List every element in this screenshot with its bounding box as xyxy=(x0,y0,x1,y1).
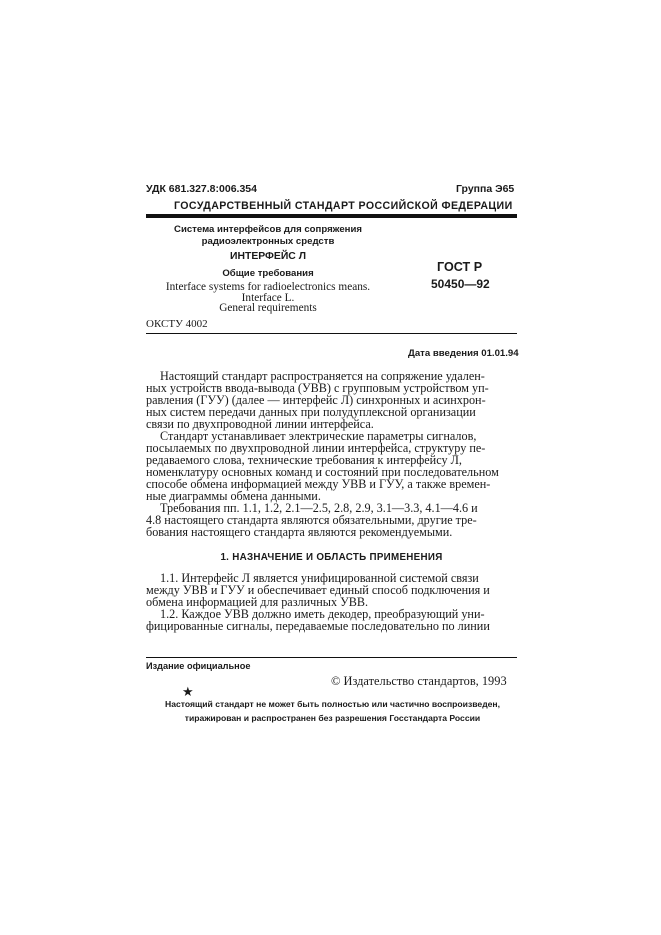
text-line: Требования пп. 1.1, 1.2, 2.1—2.5, 2.8, 2.9, 3.1—3.3, 4.1—4.6 и xyxy=(160,501,478,515)
text-line: номенклатуру основных команд и состояний при последовательном xyxy=(146,464,499,479)
english-title-line2: Interface L. xyxy=(241,292,295,304)
text-line: ные диаграммы обмена данными. xyxy=(146,488,321,503)
text-line: ных систем передачи данных при полудуплексной организации xyxy=(146,404,476,419)
paragraph-1-2 xyxy=(146,609,517,633)
star-icon: ★ xyxy=(182,684,194,699)
paragraph-scope xyxy=(146,371,517,431)
federation-title: ГОСУДАРСТВЕННЫЙ СТАНДАРТ РОССИЙСКОЙ ФЕДЕРАЦИИ xyxy=(174,200,513,212)
text-line: 1.1. Интерфейс Л является унифицированной системой связи xyxy=(160,571,479,585)
text-line: посылаемых по двухпроводной линии интерфейса, структуру пе- xyxy=(146,440,486,455)
footer-rule xyxy=(146,657,517,658)
text-line: равления (ГУУ) (далее — интерфейс Л) синхронных и асинхрон- xyxy=(146,392,486,407)
paragraph-establishes xyxy=(146,431,517,502)
paragraph-requirements xyxy=(146,503,517,539)
text-line: Настоящий стандарт распространяется на сопряжение удален- xyxy=(160,369,485,383)
group-code: Группа Э65 xyxy=(456,183,515,195)
text-line: 1.2. Каждое УВВ должно иметь декодер, преобразующий уни- xyxy=(160,607,485,621)
section-heading: 1. НАЗНАЧЕНИЕ И ОБЛАСТЬ ПРИМЕНЕНИЯ xyxy=(220,552,443,563)
english-title-line1: Interface systems for radioelectronics means. xyxy=(165,281,371,293)
header-thick-rule xyxy=(146,214,517,218)
text-line: между УВВ и ГУУ и обеспечивает единый способ подключения и xyxy=(146,582,490,597)
text-line: 4.8 настоящего стандарта являются обязательными, другие тре- xyxy=(146,512,477,527)
standard-name: ИНТЕРФЕЙС Л xyxy=(230,251,306,262)
copyright: © Издательство стандартов, 1993 xyxy=(331,674,507,688)
text-line: фицированные сигналы, передаваемые последовательно по линии xyxy=(146,618,490,633)
gost-number: 50450—92 xyxy=(431,277,490,291)
reproduction-notice-line1: Настоящий стандарт не может быть полностью или частично воспроизведен, xyxy=(164,699,501,709)
text-line: ных устройств ввода-вывода (УВВ) с групповым устройством уп- xyxy=(146,380,489,395)
gost-label: ГОСТ Р xyxy=(437,260,483,274)
effective-date: Дата введения 01.01.94 xyxy=(408,348,519,359)
text-line: редаваемого слова, технические требования к интерфейсу Л, xyxy=(146,452,462,467)
standard-system-line1: Система интерфейсов для сопряжения xyxy=(174,224,362,235)
paragraph-1-1 xyxy=(146,573,517,609)
standard-system-line2: радиоэлектронных средств xyxy=(201,236,335,247)
okstu-code: ОКСТУ 4002 xyxy=(146,318,208,330)
reproduction-notice-line2: тиражирован и распространен без разрешения Госстандарта России xyxy=(184,713,481,723)
english-title-line3: General requirements xyxy=(219,302,317,314)
text-line: обмена информацией для различных УВВ. xyxy=(146,594,369,609)
title-block-rule xyxy=(146,333,517,334)
text-line: бования настоящего стандарта являются рекомендуемыми. xyxy=(146,524,453,539)
udc-code: УДК 681.327.8:006.354 xyxy=(146,183,257,195)
text-line: Стандарт устанавливает электрические параметры сигналов, xyxy=(160,429,477,443)
text-line: способе обмена информацией между УВВ и ГУУ, а также времен- xyxy=(146,476,491,491)
official-edition: Издание официальное xyxy=(146,661,251,671)
text-line: связи по двухпроводной линии интерфейса. xyxy=(146,416,374,431)
standard-subtitle: Общие требования xyxy=(222,268,314,279)
